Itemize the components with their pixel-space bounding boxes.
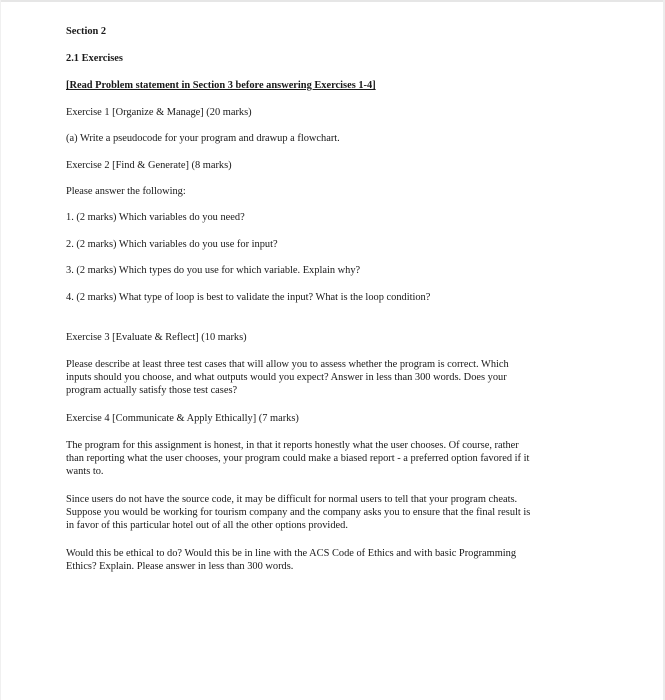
exercise4-title: Exercise 4 [Communicate & Apply Ethically] (7 marks): [66, 413, 299, 424]
exercise2-question-2: 2. (2 marks) Which variables do you use for input?: [66, 239, 278, 250]
exercise4-para2-line-3: in favor of this particular hotel out of all the other options provided.: [66, 520, 348, 531]
exercise3-body-line-2: inputs should you choose, and what outputs would you expect? Answer in less than 300 words. Does your: [66, 372, 507, 383]
exercise4-para1-line-3: wants to.: [66, 466, 104, 477]
exercise4-para3-line-1: Would this be ethical to do? Would this be in line with the ACS Code of Ethics and with basic Programming: [66, 548, 517, 559]
exercise4-para2-line-1: Since users do not have the source code, it may be difficult for normal users to tell that your program cheats.: [66, 494, 518, 505]
exercise4-para1-line-2: than reporting what the user chooses, your program could make a biased report - a preferred option favored if it: [66, 453, 530, 464]
exercise4-para3-line-2: Ethics? Explain. Please answer in less than 300 words.: [66, 561, 294, 572]
exercise4-para2-line-2: Suppose you would be working for tourism company and the company asks you to ensure that the final result is: [66, 507, 531, 518]
page-top-edge: [0, 0, 665, 2]
section-heading: Section 2: [66, 26, 107, 37]
exercise4-para1-line-1: The program for this assignment is honest, in that it reports honestly what the user chooses. Of course, rather: [66, 440, 519, 451]
exercise3-body-line-3: program actually satisfy those test cases?: [66, 385, 238, 396]
page-left-edge: [0, 0, 1, 700]
exercise2-question-1: 1. (2 marks) Which variables do you need?: [66, 212, 245, 223]
exercise3-title: Exercise 3 [Evaluate & Reflect] (10 marks): [66, 332, 247, 343]
exercise2-question-3: 3. (2 marks) Which types do you use for which variable. Explain why?: [66, 265, 361, 276]
exercises-heading: 2.1 Exercises: [66, 53, 123, 64]
exercise2-title: Exercise 2 [Find & Generate] (8 marks): [66, 160, 232, 171]
exercise2-question-4: 4. (2 marks) What type of loop is best to validate the input? What is the loop condition?: [66, 292, 431, 303]
read-notice: [Read Problem statement in Section 3 before answering Exercises 1-4]: [66, 80, 376, 91]
exercise2-intro: Please answer the following:: [66, 186, 186, 197]
exercise1-title: Exercise 1 [Organize & Manage] (20 marks): [66, 107, 252, 118]
exercise3-body-line-1: Please describe at least three test cases that will allow you to assess whether the program is correct. Which: [66, 359, 509, 370]
exercise1-part-a: (a) Write a pseudocode for your program and drawup a flowchart.: [66, 133, 340, 144]
